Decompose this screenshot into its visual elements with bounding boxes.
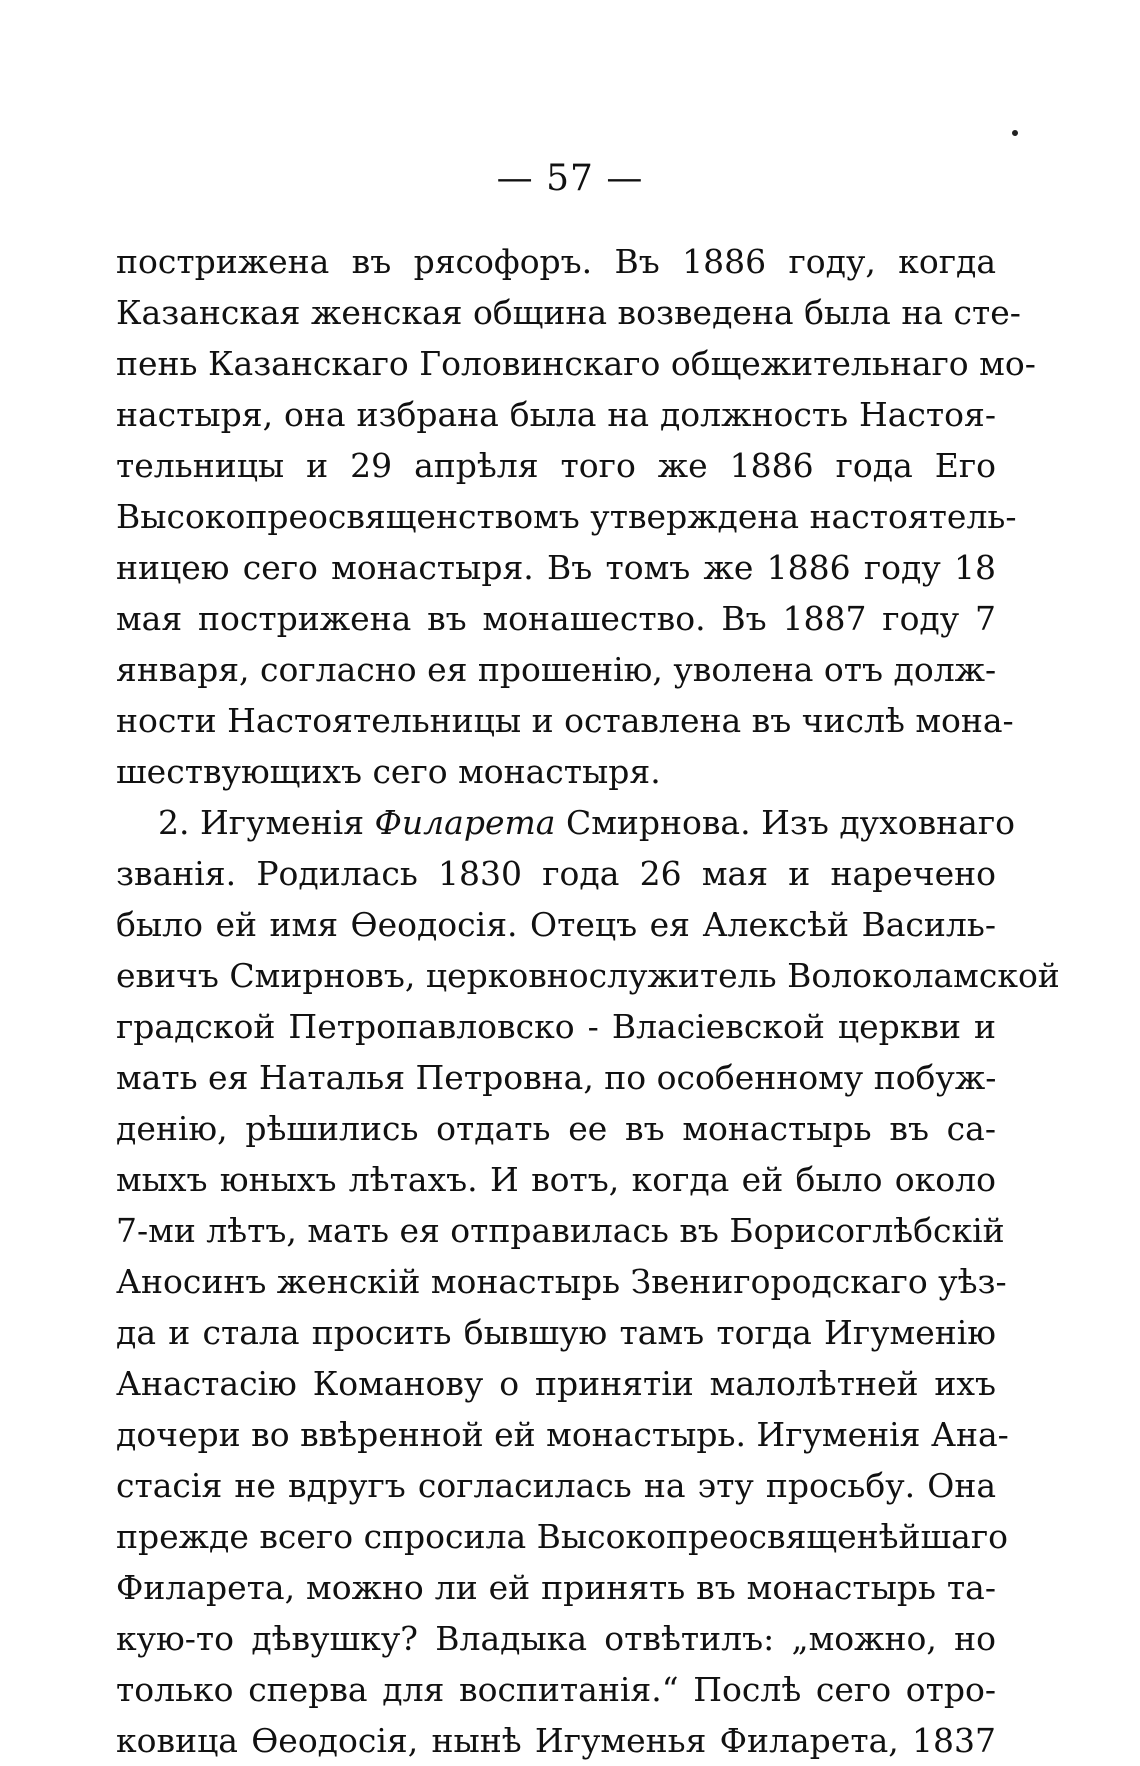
text-line: Аносинъ женскій монастырь Звенигородскаго уѣз- [116, 1262, 1007, 1301]
text-line: Анастасію Команову о принятіи малолѣтней ихъ [116, 1364, 996, 1403]
text-line: прежде всего спросила Высокопреосвященѣйшаго [116, 1517, 1009, 1556]
text-line: пострижена въ рясофоръ. Въ 1886 году, когда [116, 242, 996, 281]
text-line: градской Петропавловско - Власіевской церкви и [116, 1007, 996, 1046]
italic-name: Филарета [374, 803, 556, 842]
text-line: шествующихъ сего монастыря. [116, 752, 661, 791]
paragraph-start-line [116, 797, 1015, 848]
text-line: было ей имя Өеодосія. Отецъ ея Алексѣй Василь- [116, 905, 996, 944]
text-line: званія. Родилась 1830 года 26 мая и наречено [116, 854, 996, 893]
text-line: мыхъ юныхъ лѣтахъ. И вотъ, когда ей было около [116, 1160, 996, 1199]
text-line: мая пострижена въ монашество. Въ 1887 году 7 [116, 599, 996, 638]
page-number: — 57 — [496, 158, 644, 199]
text-line: кую-то дѣвушку? Владыка отвѣтилъ: „можно, но [116, 1619, 996, 1658]
text-line: настыря, она избрана была на должность Настоя- [116, 395, 996, 434]
text-line: мать ея Наталья Петровна, по особенному побуж- [116, 1058, 997, 1097]
text-line: ницею сего монастыря. Въ томъ же 1886 году 18 [116, 548, 996, 587]
text-line: ковица Өеодосія, нынѣ Игуменья Филарета, 1837 [116, 1721, 996, 1760]
text-line: тельницы и 29 апрѣля того же 1886 года Его [116, 446, 996, 485]
text-line: Высокопреосвященствомъ утверждена настоятель- [116, 497, 1017, 536]
body-text [116, 236, 1060, 1766]
text-line: стасія не вдругъ согласилась на эту просьбу. Она [116, 1466, 996, 1505]
text-line: евичъ Смирновъ, церковнослужитель Волоколамской [116, 956, 1060, 995]
text-line: денію, рѣшились отдать ее въ монастырь въ са- [116, 1109, 996, 1148]
text-line: Казанская женская община возведена была на сте- [116, 293, 1021, 332]
text-line: 7-ми лѣтъ, мать ея отправилась въ Борисоглѣбскій [116, 1211, 1005, 1250]
text-line: ности Настоятельницы и оставлена въ числѣ мона- [116, 701, 1014, 740]
text-line: да и стала просить бывшую тамъ тогда Игуменію [116, 1313, 996, 1352]
text-line: дочери во ввѣренной ей монастырь. Игуменія Ана- [116, 1415, 1009, 1454]
text-line: пень Казанскаго Головинскаго общежительнаго мо- [116, 344, 1036, 383]
text-line: Филарета, можно ли ей принять въ монастырь та- [116, 1568, 996, 1607]
text-line: только сперва для воспитанія.“ Послѣ сего отро- [116, 1670, 996, 1709]
text-line: января, согласно ея прошенію, уволена отъ долж- [116, 650, 997, 689]
para2-suffix: Смирнова. Изъ духовнаго [555, 803, 1015, 842]
para2-prefix: 2. Игуменія [158, 803, 375, 842]
print-speck [1012, 130, 1018, 136]
